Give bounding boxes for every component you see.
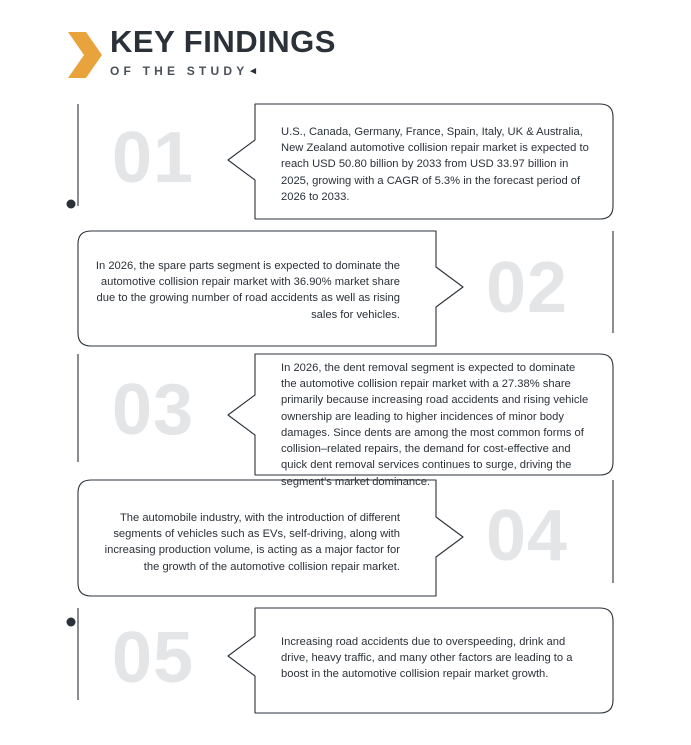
finding-number-01: 01 xyxy=(112,118,195,198)
finding-number-02: 02 xyxy=(486,248,569,328)
finding-number-05: 05 xyxy=(112,618,195,698)
callout-shape-01 xyxy=(228,104,613,219)
finding-text-03: In 2026, the dent removal segment is expected to dominate the automotive collision repair market with a 27.38% share primarily because increasing road accidents and rising vehicle ownership are leading to higher incidences of minor body damages. Since dents are among the most common forms of collision–related repairs, the demand for cost-effective and quick dent removal services continues to surge, driving the segment’s market dominance. xyxy=(281,362,589,488)
page-subtitle-label: OF THE STUDY xyxy=(110,63,249,78)
finding-text-02: In 2026, the spare parts segment is expected to dominate the automotive collision repair market with 36.90% market share due to the growing number of road accidents as well as rising sales for vehicles. xyxy=(95,260,400,321)
finding-text-05: Increasing road accidents due to overspeeding, drink and drive, heavy traffic, and many other factors are leading to a boost in the automotive collision repair market growth. xyxy=(281,636,573,681)
callout-shape-05 xyxy=(228,608,613,713)
callout-shape-03 xyxy=(228,354,613,475)
finding-number-04: 04 xyxy=(486,496,569,576)
finding-number-03: 03 xyxy=(112,370,195,450)
page-title: KEY FINDINGS xyxy=(110,24,336,59)
bullet-dot-upper xyxy=(67,200,76,209)
finding-text-04: The automobile industry, with the introduction of different segments of vehicles such as EVs, self-driving, along with increasing production volume, is acting as a major factor for the growth of the automotive collision repair market. xyxy=(104,512,400,573)
callout-shape-04 xyxy=(78,480,463,596)
bullet-dot-lower xyxy=(67,618,76,627)
callout-shape-02 xyxy=(78,231,463,346)
finding-text-01: U.S., Canada, Germany, France, Spain, Italy, UK & Australia, New Zealand automotive collision repair market is expected to reach USD 50.80 billion by 2033 from USD 33.97 billion in 2025, growing with a CAGR of 5.3% in the forecast period of 2026 to 2033. xyxy=(281,126,589,203)
subtitle-mark-icon: ◂ xyxy=(250,65,261,78)
